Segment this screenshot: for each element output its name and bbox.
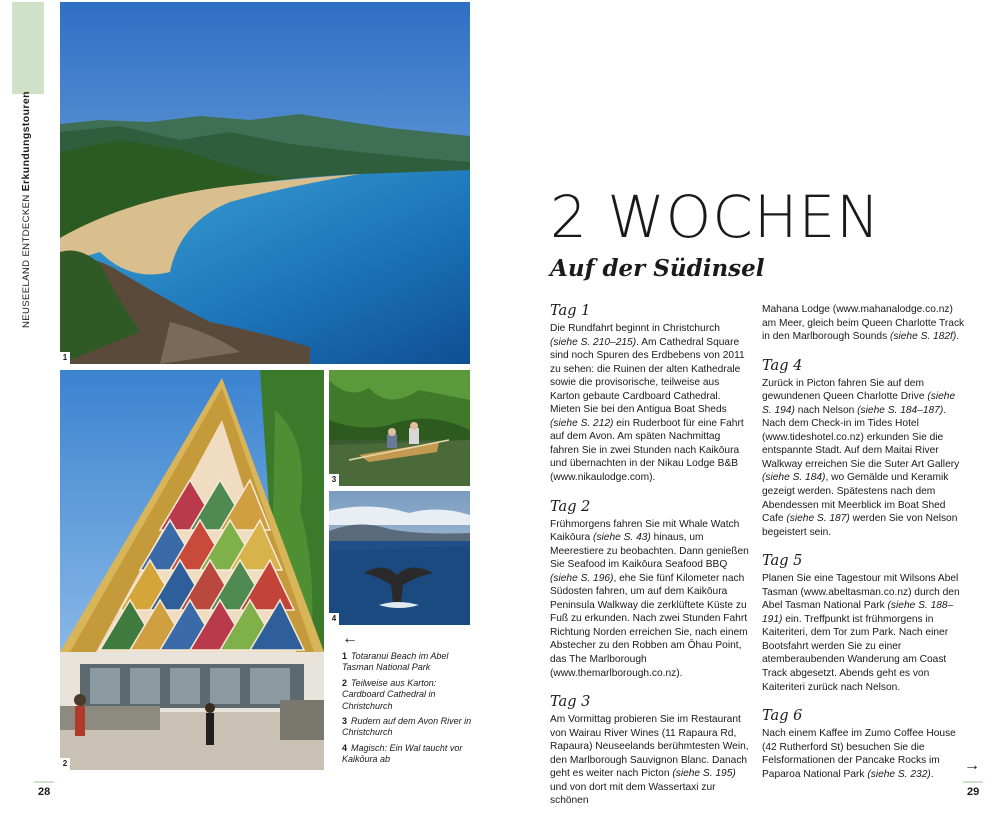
day-text: [550, 518, 750, 681]
chapter-label: [8, 91, 48, 328]
caption-item: 2 Teilweise aus Karton: Cardboard Cathedral in Christchurch: [342, 677, 437, 711]
page-reference: (siehe S. 187): [786, 513, 850, 525]
photo-cardboard-cathedral: [60, 370, 324, 770]
day-section: [550, 303, 750, 485]
day-text-run: Planen Sie eine Tagestour mit Wilsons Abel Tasman (www.abeltasman.co.nz) durch den Abel Tasman National Park: [762, 573, 960, 612]
day-text-run: .: [930, 768, 934, 780]
page-reference: (siehe S. 184–187): [857, 404, 944, 416]
day-section: [550, 499, 750, 681]
day-text: [762, 377, 967, 540]
page-reference: (siehe S. 196): [550, 572, 614, 584]
day-text: [550, 322, 750, 485]
page-reference: (siehe S. 210–215): [550, 336, 637, 348]
day-text-run: . Am Cathedral Square sind noch Spuren des Erdbebens von 2011 zu sehen: die Ruinen der alten Kathedrale sowie die provisorische, teilweise aus Karton gebaute Cardboard Cathedral. Mieten Sie bei den Antigua Boat Sheds: [550, 336, 745, 416]
day-text-run: ein Ruderboot für eine Fahrt auf dem Avon. Am späten Nachmittag fahren Sie in zwei Stunden nach Kaikōura und übernachten in der Nikau Lodge B&B (www.nikaulodge.com).: [550, 417, 744, 484]
chapter-tab: [12, 2, 44, 94]
day-section: [762, 358, 967, 540]
chapter-name: Erkundungstouren: [20, 91, 32, 192]
page-reference: (siehe S. 194): [762, 391, 956, 416]
day-text-run: Frühmorgens fahren Sie mit Whale Watch Kaikōura: [550, 518, 740, 544]
caption-item: 4 Magisch: Ein Wal taucht vor Kaikōura ab: [342, 742, 463, 765]
day-title: Tag 1: [550, 303, 591, 319]
day-text: [550, 713, 750, 808]
photo-totaranui-beach: [60, 2, 470, 364]
day-section: [550, 694, 750, 808]
day-text-run: Nach einem Kaffee im Zumo Coffee House (42 Rutherford St) besuchen Sie die Felsformationen der Pancake Rocks im Paparoa National Park: [762, 728, 956, 780]
day-text-run: Zurück in Picton fahren Sie auf dem gewundenen Queen Charlotte Drive: [762, 377, 928, 403]
day-title: Tag 5: [762, 553, 803, 570]
day-text-run: hinaus, um Meerestiere zu beobachten. Dann genießen Sie Seafood im Kaikōura Seafood BBQ: [550, 532, 749, 571]
day-text-run: , ehe Sie fünf Kilometer nach Südosten fahren, um auf dem Kaikōura Peninsula Walkway die zerklüftete Küste zu Fuß zu erkunden. Nach zwei Stunden Fahrt Richtung Norden erreichen Sie, nach einem Abstecher zu den Robben am Ōhau Point, das The Marlborough (www.themarlborough.co.nz).: [550, 572, 748, 679]
day-section: [762, 553, 967, 694]
day-text-run: Die Rundfahrt beginnt in Christchurch: [550, 323, 720, 334]
page-subtitle: Auf der Südinsel: [550, 255, 765, 282]
day-text-run: werden Sie von Nelson begeistert sein.: [762, 513, 958, 538]
photo-whale-kaikoura: [329, 491, 470, 625]
day-text: [762, 572, 967, 694]
caption-item: 3 Rudern auf dem Avon River in Christchurch: [342, 716, 472, 738]
day-text-run: und von dort mit dem Wassertaxi zur schönen: [550, 781, 716, 807]
photo-number: 1: [60, 352, 70, 364]
text-column-right: [762, 303, 967, 795]
day-title: Tag 6: [762, 708, 803, 725]
day-text-run: , wo Gemälde und Keramik gezeigt werden. Spätestens nach dem Abendessen mit Meerblick im Boat Shed Cafe: [762, 472, 949, 525]
photo-number: 3: [329, 474, 339, 486]
photo-number: 2: [60, 758, 70, 770]
page-reference: (siehe S. 182f): [890, 331, 957, 343]
text-column-left: [550, 303, 750, 822]
section-name: NEUSEELAND ENTDECKEN: [21, 194, 32, 328]
day-title: Tag 3: [550, 694, 591, 711]
photo-rowing-avon: [329, 370, 470, 486]
page-title: 2 WOCHEN: [550, 183, 881, 251]
page-reference: (siehe S. 43): [593, 532, 651, 544]
day-text-run: . Nach dem Check-in im Tides Hotel (www.tideshotel.co.nz) erkunden Sie die entspannte Stadt. Auf dem Maitai River Walkway erreichen Sie die Suter Art Gallery: [762, 404, 960, 470]
arrow-left-icon: ←: [342, 630, 358, 647]
page-number-rule-right: [963, 781, 983, 783]
page-reference: (siehe S. 232): [867, 768, 931, 780]
day-section: [762, 708, 967, 781]
photo-number: 4: [329, 613, 339, 625]
day-text: [762, 303, 967, 344]
page-reference: (siehe S. 212): [550, 417, 614, 429]
page-number-right: 29: [967, 786, 980, 798]
photo-captions: [342, 632, 472, 770]
page-reference: (siehe S. 195): [672, 768, 736, 780]
day-text-run: Mahana Lodge (www.mahanalodge.co.nz) am Meer, gleich beim Queen Charlotte Track in den Marlborough Sounds: [762, 304, 965, 343]
page-reference: (siehe S. 184): [762, 472, 826, 484]
day-text-run: .: [956, 331, 960, 343]
caption-item: 1 Totaranui Beach im Abel Tasman National Park: [342, 651, 449, 673]
day-title: Tag 2: [550, 498, 591, 515]
day-text: [762, 727, 967, 781]
day-title: Tag 4: [762, 357, 803, 374]
day-section-continued: [762, 303, 967, 344]
day-text-run: ein. Treffpunkt ist frühmorgens in Kaiteriteri, dem Tor zum Park. Nach einer Bootsfahrt werden Sie zu einer atemberaubenden Wanderung am Coast Track abgesetzt. Abends geht es von Kaiteriteri zurück nach Nelson.: [762, 613, 949, 693]
page-number-rule-left: [34, 781, 54, 783]
day-text-run: nach Nelson: [794, 404, 858, 416]
page-number-left: 28: [38, 786, 51, 798]
page-reference: (siehe S. 188–191): [762, 600, 954, 625]
day-text-run: Am Vormittag probieren Sie im Restaurant von Wairau River Wines (11 Rapaura Rd, Rapaura) Neuseelands berühmtesten Wein, den Marlborough Sauvignon Blanc. Danach geht es weiter nach Picton: [550, 714, 749, 780]
arrow-right-icon: →: [964, 757, 980, 774]
